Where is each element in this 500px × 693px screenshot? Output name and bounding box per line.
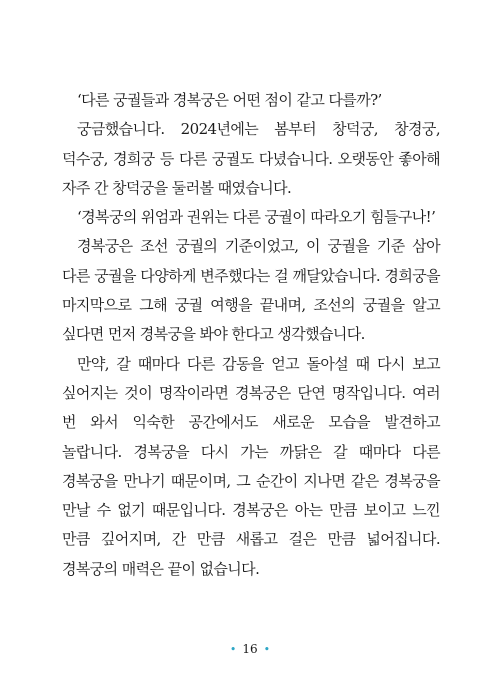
page-footer xyxy=(0,641,500,658)
paragraph-masterpiece: 만약, 갈 때마다 다른 감동을 얻고 돌아설 때 다시 보고 싶어지는 것이 명작이라면 경복궁은 단연 명작입니다. 여러 번 와서 익숙한 공간에서도 새로운 모습을 발견하고 놀랍니다. 경복궁을 다시 가는 까닭은 갈 때마다 다른 경복궁을 만나기 때문이며, 그 순간이 지나면 같은 경복궁을 만날 수 없기 때문입니다. 경복궁은 아는 만큼 보이고 느낀 만큼 깊어지며, 간 만큼 새롭고 걸은 만큼 넓어집니다. 경복궁의 매력은 끝이 없습니다. xyxy=(62,354,440,578)
paragraph-question-2: ‘경복궁의 위엄과 권위는 다른 궁궐이 따라오기 힘들구나!’ xyxy=(77,208,436,227)
page-number: 16 xyxy=(242,642,258,656)
footer-dot-left-icon: • xyxy=(229,643,237,656)
paragraph-standard-palace: 경복궁은 조선 궁궐의 기준이었고, 이 궁궐을 기준 삼아 다른 궁궐을 다양하게 변주했다는 걸 깨달았습니다. 경희궁을 마지막으로 그해 궁궐 여행을 끝내며, 조선의 궁궐을 알고 싶다면 먼저 경복궁을 봐야 한다고 생각했습니다. xyxy=(62,237,440,344)
body-text xyxy=(62,86,440,584)
paragraph-palaces-visit: 궁금했습니다. 2024년에는 봄부터 창덕궁, 창경궁, 덕수궁, 경희궁 등 다른 궁궐도 다녔습니다. 오랫동안 좋아해 자주 간 창덕궁을 둘러볼 때였습니다. xyxy=(62,120,440,197)
paragraph-question-1: ‘다른 궁궐들과 경복궁은 어떤 점이 같고 다를까?’ xyxy=(77,91,382,109)
footer-dot-right-icon: • xyxy=(263,643,271,656)
